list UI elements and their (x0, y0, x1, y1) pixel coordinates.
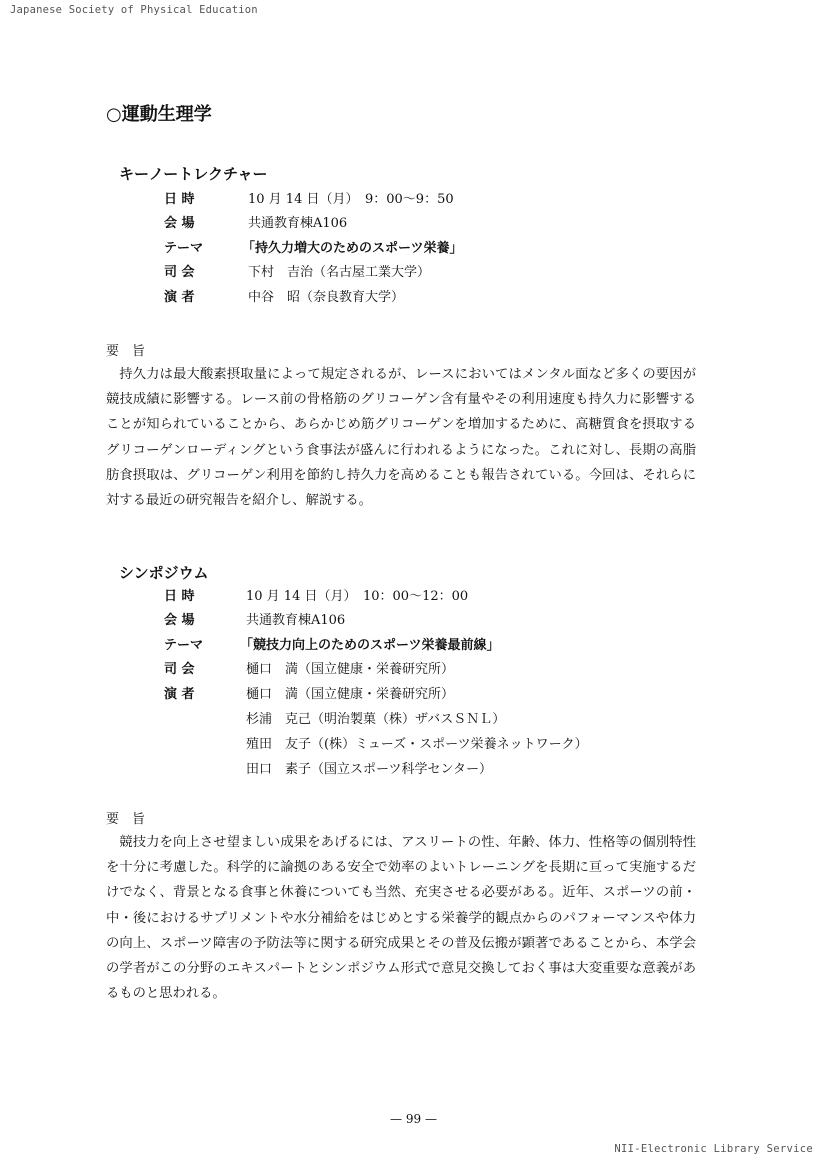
keynote-theme-label: テーマ (164, 241, 204, 256)
symposium-chair-label: 司 会 (164, 662, 195, 677)
symposium-heading: シンポジウム (119, 564, 209, 582)
symposium-venue-value: 共通教育棟A106 (246, 613, 346, 628)
keynote-chair-label: 司 会 (164, 265, 195, 280)
keynote-speaker-value: 中谷 昭（奈良教育大学） (248, 290, 405, 305)
symposium-summary: 競技力を向上させ望ましい成果をあげるには、アスリートの性、年齢、体力、性格等の個別特性を十分に考慮した。科学的に論拠のある安全で効率のよいトレーニングを長期に亘って実施するだけでなく、背景となる食事と休養についても当然、充実させる必要がある。近年、スポーツの前・中・後におけるサプリメントや水分補給をはじめとする栄養学的観点からのパフォーマンスや体力の向上、スポーツ障害の予防法等に関する研究成果とその普及伝搬が顕著であることから、本学会の学者がこの分野のエキスパートとシンポジウム形式で意見交換しておく事は大変重要な意義があるものと思われる。 (106, 835, 696, 1002)
symposium-speaker-1-value: 樋口 満（国立健康・栄養研究所） (246, 687, 455, 702)
symposium-speaker-4-value: 田口 素子（国立スポーツ科学センター） (246, 762, 492, 777)
section-title: ○運動生理学 (106, 104, 212, 125)
keynote-heading: キーノートレクチャー (119, 165, 268, 183)
symposium-speaker-3-value: 殖田 友子（(株）ミューズ・スポーツ栄養ネットワーク） (246, 737, 588, 752)
symposium-theme-label: テーマ (164, 638, 204, 653)
keynote-datetime-label: 日 時 (164, 192, 195, 207)
keynote-theme-value: 「持久力増大のためのスポーツ栄養」 (242, 241, 463, 256)
keynote-venue-label: 会 場 (164, 216, 195, 231)
keynote-datetime-value: 10 月 14 日（月） 9：00〜9：50 (248, 192, 454, 207)
symposium-datetime-value: 10 月 14 日（月） 10：00〜12：00 (246, 589, 469, 604)
symposium-chair-value: 樋口 満（国立健康・栄養研究所） (246, 662, 455, 677)
keynote-summary-label: 要 旨 (106, 344, 146, 359)
keynote-summary: 持久力は最大酸素摂取量によって規定されるが、レースにおいてはメンタル面など多くの要因が競技成績に影響する。レース前の骨格筋のグリコーゲン含有量やその利用速度も持久力に影響することが知られていることから、あらかじめ筋グリコーゲンを増加するために、高糖質食を摂取するグリコーゲンローディングという食事法が盛んに行われるようになった。これに対し、長期の高脂肪食摂取は、グリコーゲン利用を節約し持久力を高めることも報告されている。今回は、それらに対する最近の研究報告を紹介し、解説する。 (106, 367, 696, 509)
symposium-venue-label: 会 場 (164, 613, 195, 628)
society-header: Japanese Society of Physical Education (10, 4, 258, 16)
symposium-summary-label: 要 旨 (106, 812, 146, 827)
page-number: — 99 — (390, 1112, 437, 1126)
library-footer: NII-Electronic Library Service (614, 1143, 813, 1155)
symposium-datetime-label: 日 時 (164, 589, 195, 604)
symposium-speaker-2-value: 杉浦 克己（明治製菓（株）ザバスＳＮＬ） (246, 712, 506, 727)
keynote-chair-value: 下村 吉治（名古屋工業大学） (248, 265, 431, 280)
keynote-venue-value: 共通教育棟A106 (248, 216, 348, 231)
symposium-speaker-label: 演 者 (164, 687, 195, 702)
symposium-theme-value: 「競技力向上のためのスポーツ栄養最前線」 (240, 638, 500, 653)
keynote-speaker-label: 演 者 (164, 290, 195, 305)
